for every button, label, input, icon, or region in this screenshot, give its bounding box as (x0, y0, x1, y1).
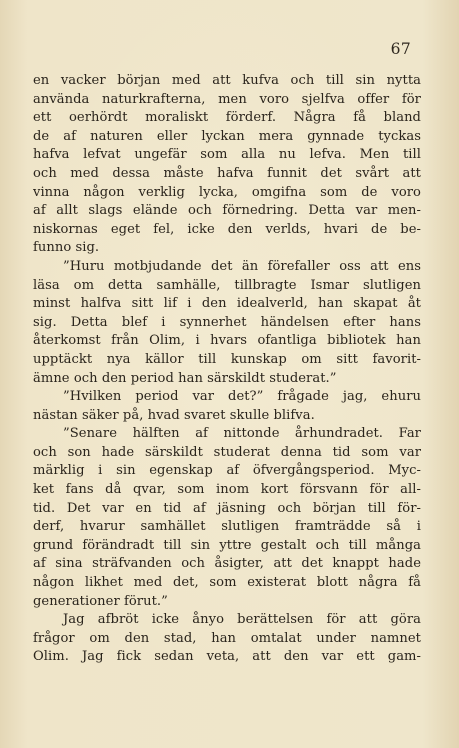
text-line: ämne och den period han särskildt studerat.” (33, 370, 337, 386)
text-line: Jag afbröt icke ånyo berättelsen för att göra (63, 612, 421, 628)
text-line: ”Hvilken period var det?” frågade jag, ehuru (63, 389, 421, 405)
text-line: någon likhet med det, som existerat blott några få (33, 575, 421, 591)
text-line: generationer förut.” (33, 593, 168, 609)
text-line: en vacker början med att kufva och till sin nytta (33, 73, 421, 88)
text-line: ket fans då qvar, som inom kort försvann för all- (33, 482, 421, 498)
text-line: funno sig. (33, 240, 100, 256)
text-line: frågor om den stad, han omtalat under namnet (33, 630, 421, 646)
text-line: läsa om detta samhälle, tillbragte Ismar slutligen (33, 277, 421, 293)
text-line: använda naturkrafterna, men voro sjelfva offer för (33, 91, 421, 107)
text-line: återkomst från Olim, i hvars ofantliga bibliotek han (33, 333, 421, 349)
text-line: sig. Detta blef i synnerhet händelsen efter hans (33, 314, 421, 330)
body-text (33, 72, 421, 667)
text-line: nästan säker på, hvad svaret skulle blifva. (33, 407, 315, 423)
text-line: Olim. Jag fick sedan veta, att den var ett gam- (33, 649, 421, 665)
text-line: ett oerhördt moraliskt förderf. Några få bland (33, 110, 421, 126)
text-line: och med dessa måste hafva funnit det svårt att (33, 165, 421, 181)
text-line: tid. Det var en tid af jäsning och början till för- (33, 500, 421, 516)
text-line: märklig i sin egenskap af öfvergångsperiod. Myc- (33, 463, 421, 479)
text-line: derf, hvarur samhället slutligen framträdde så i (33, 519, 421, 535)
text-line: ”Huru motbjudande det än förefaller oss att ens (63, 258, 421, 274)
text-line: grund förändradt till sin yttre gestalt och till många (33, 537, 421, 553)
text-line: af allt slags elände och förnedring. Detta var men- (33, 203, 421, 219)
text-line: niskornas eget fel, icke den verlds, hvari de be- (33, 221, 421, 237)
text-line: af sina sträfvanden och åsigter, att det knappt hade (33, 556, 421, 572)
text-line: hafva lefvat ungefär som alla nu lefva. Men till (33, 147, 421, 163)
text-line: minst halfva sitt lif i den idealverld, han skapat åt (33, 296, 421, 312)
text-line: de af naturen eller lyckan mera gynnade tyckas (33, 128, 421, 144)
text-line: och son hade särskildt studerat denna tid som var (33, 444, 421, 460)
text-line: upptäckt nya källor till kunskap om sitt favorit- (33, 351, 421, 367)
text-line: ”Senare hälften af nittonde århundradet. Far (63, 426, 421, 442)
text-line: vinna någon verklig lycka, omgifna som de voro (33, 184, 421, 200)
page-number: 67 (390, 40, 411, 58)
